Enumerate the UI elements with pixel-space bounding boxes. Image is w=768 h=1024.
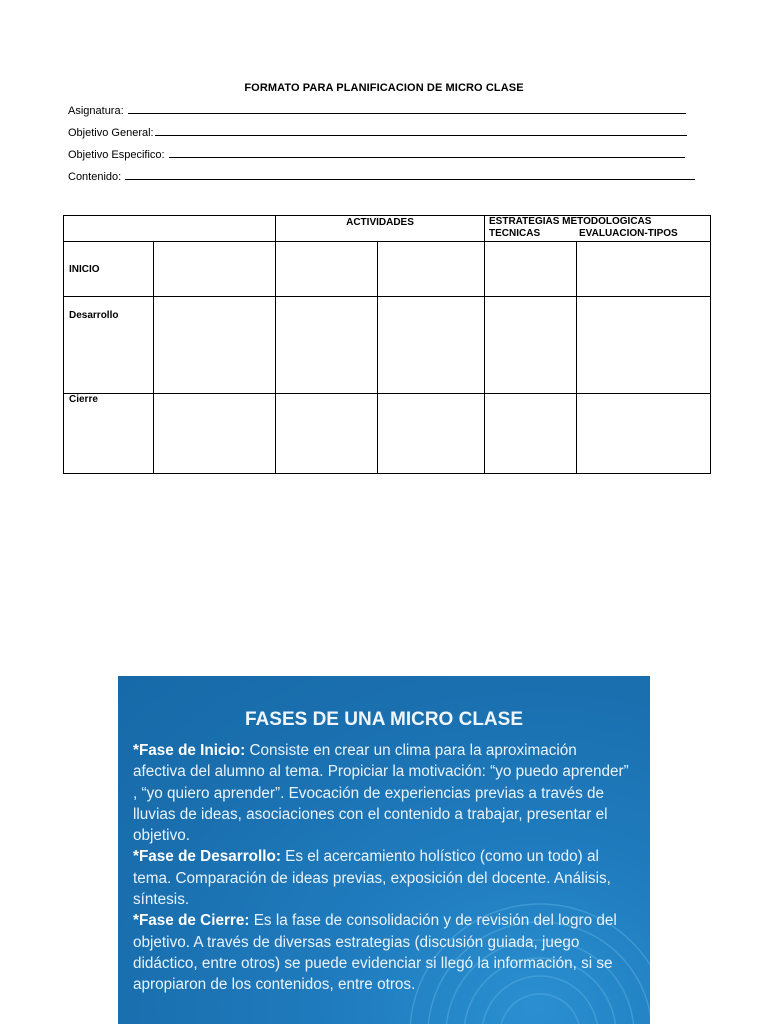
table-cell[interactable] xyxy=(154,242,276,297)
slide-body xyxy=(133,740,633,996)
header-evaluation: EVALUACION-TIPOS xyxy=(579,228,678,239)
field-label-objetivo-general: Objetivo General: xyxy=(68,127,154,139)
table-row xyxy=(64,394,711,474)
blank-line-objetivo-especifico[interactable] xyxy=(169,148,685,158)
phase-text-desarrollo: Desarrollo xyxy=(69,310,119,321)
text-inicio: Consiste en crear un clima para la aproximación afectiva del alumno al tema. Propiciar la motivación: “yo puedo aprender” , “yo quiero aprender”. Evocación de experiencias previas a través de lluvias de ideas, asociaciones con el contenido a trabajar, presentar el objetivo. xyxy=(133,742,629,845)
field-label-objetivo-especifico: Objetivo Especifico: xyxy=(68,149,168,161)
slide-title: FASES DE UNA MICRO CLASE xyxy=(245,709,523,730)
table-cell[interactable] xyxy=(485,394,577,474)
header-activities: ACTIVIDADES xyxy=(276,216,485,242)
phase-label-desarrollo xyxy=(64,297,154,394)
field-objetivo-general xyxy=(68,126,687,139)
form-title: FORMATO PARA PLANIFICACION DE MICRO CLASE xyxy=(244,82,524,94)
paragraph-cierre xyxy=(133,910,633,995)
table-cell[interactable] xyxy=(154,394,276,474)
table-cell[interactable] xyxy=(378,242,485,297)
table-row xyxy=(64,242,711,297)
planning-table xyxy=(63,215,711,474)
paragraph-desarrollo xyxy=(133,846,633,910)
table-cell[interactable] xyxy=(577,242,711,297)
table-cell[interactable] xyxy=(276,394,378,474)
table-row xyxy=(64,297,711,394)
table-cell[interactable] xyxy=(154,297,276,394)
blank-line-objetivo-general[interactable] xyxy=(155,126,687,136)
phase-label-inicio: INICIO xyxy=(64,242,154,297)
heading-desarrollo: *Fase de Desarrollo: xyxy=(133,848,281,866)
blank-line-contenido[interactable] xyxy=(125,170,695,180)
table-cell[interactable] xyxy=(276,242,378,297)
field-label-contenido: Contenido: xyxy=(68,171,125,183)
heading-inicio: *Fase de Inicio: xyxy=(133,742,246,759)
table-cell[interactable] xyxy=(577,297,711,394)
header-empty-cell xyxy=(64,216,276,242)
field-label-asignatura: Asignatura: xyxy=(68,105,127,117)
table-cell[interactable] xyxy=(485,297,577,394)
paragraph-inicio xyxy=(133,740,633,846)
header-techniques: TECNICAS xyxy=(489,228,541,239)
text-desarrollo: Es el acercamiento holístico (como un todo) al tema. Comparación de ideas previas, exposición del docente. Análisis, síntesis. xyxy=(133,848,611,909)
table-cell[interactable] xyxy=(485,242,577,297)
field-objetivo-especifico xyxy=(68,148,685,161)
table-cell[interactable] xyxy=(577,394,711,474)
field-contenido xyxy=(68,170,695,183)
phase-label-cierre xyxy=(64,394,154,474)
text-cierre: Es la fase de consolidación y de revisión del logro del objetivo. A través de diversas estrategias (discusión guiada, juego didáctico, entre otros) se puede evidenciar si llegó la información, si se apropiaron de los contenidos, entre otros. xyxy=(133,912,617,994)
table-cell[interactable] xyxy=(378,394,485,474)
table-cell[interactable] xyxy=(378,297,485,394)
header-strategies-label: ESTRATEGIAS METODOLOGICAS xyxy=(489,216,652,227)
field-asignatura xyxy=(68,104,686,117)
blank-line-asignatura[interactable] xyxy=(128,104,686,114)
table-cell[interactable] xyxy=(276,297,378,394)
slide-image xyxy=(118,676,650,1024)
header-strategies xyxy=(485,216,711,242)
heading-cierre: *Fase de Cierre: xyxy=(133,912,250,930)
table-header-row xyxy=(64,216,711,242)
phase-text-cierre: Cierre xyxy=(69,394,98,405)
